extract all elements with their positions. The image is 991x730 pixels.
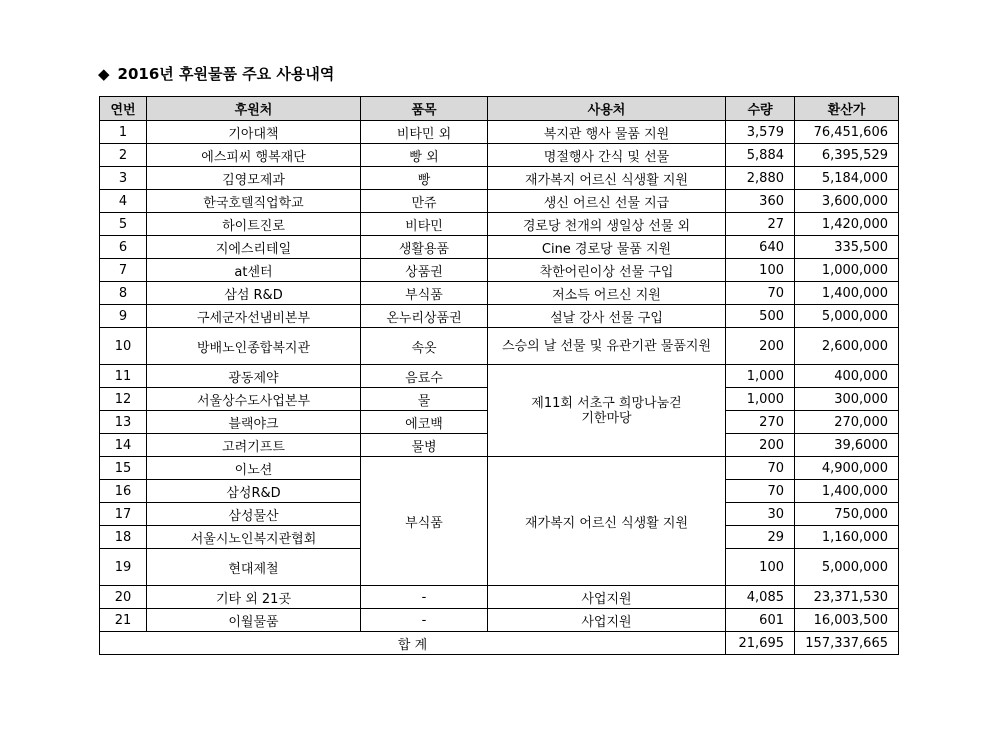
cell-qty: 100 — [726, 549, 795, 586]
cell-donor: at센터 — [147, 259, 361, 282]
cell-value: 1,160,000 — [795, 526, 899, 549]
cell-value: 23,371,530 — [795, 586, 899, 609]
total-value: 157,337,665 — [795, 632, 899, 655]
cell-usage: 사업지원 — [488, 609, 726, 632]
cell-usage-merged: 재가복지 어르신 식생활 지원 — [488, 457, 726, 586]
table-row — [100, 609, 899, 632]
cell-qty: 4,085 — [726, 586, 795, 609]
cell-item: 빵 외 — [361, 144, 488, 167]
cell-donor: 한국호텔직업학교 — [147, 190, 361, 213]
cell-donor: 삼성R&D — [147, 480, 361, 503]
cell-qty: 100 — [726, 259, 795, 282]
cell-donor: 삼섬 R&D — [147, 282, 361, 305]
cell-item: - — [361, 586, 488, 609]
cell-value: 4,900,000 — [795, 457, 899, 480]
cell-value: 2,600,000 — [795, 328, 899, 365]
total-label: 합 계 — [100, 632, 726, 655]
table-row — [100, 167, 899, 190]
cell-value: 5,184,000 — [795, 167, 899, 190]
table-row — [100, 190, 899, 213]
cell-no: 12 — [100, 388, 147, 411]
total-row — [100, 632, 899, 655]
cell-no: 21 — [100, 609, 147, 632]
table-row — [100, 236, 899, 259]
cell-item: 상품권 — [361, 259, 488, 282]
cell-qty: 70 — [726, 282, 795, 305]
cell-no: 19 — [100, 549, 147, 586]
cell-no: 15 — [100, 457, 147, 480]
col-header-qty: 수량 — [726, 97, 795, 121]
cell-item: 음료수 — [361, 365, 488, 388]
cell-donor: 이노션 — [147, 457, 361, 480]
cell-value: 3,600,000 — [795, 190, 899, 213]
table-row — [100, 121, 899, 144]
cell-no: 10 — [100, 328, 147, 365]
col-header-no: 연번 — [100, 97, 147, 121]
cell-qty: 200 — [726, 434, 795, 457]
table-row — [100, 213, 899, 236]
cell-no: 6 — [100, 236, 147, 259]
cell-donor: 기타 외 21곳 — [147, 586, 361, 609]
cell-no: 11 — [100, 365, 147, 388]
cell-usage: 재가복지 어르신 식생활 지원 — [488, 167, 726, 190]
cell-donor: 광동제약 — [147, 365, 361, 388]
cell-no: 1 — [100, 121, 147, 144]
document-title — [98, 63, 334, 84]
cell-qty: 1,000 — [726, 365, 795, 388]
cell-qty: 3,579 — [726, 121, 795, 144]
cell-qty: 270 — [726, 411, 795, 434]
cell-no: 8 — [100, 282, 147, 305]
cell-qty: 500 — [726, 305, 795, 328]
cell-value: 5,000,000 — [795, 549, 899, 586]
table-row — [100, 259, 899, 282]
cell-no: 5 — [100, 213, 147, 236]
col-header-value: 환산가 — [795, 97, 899, 121]
cell-value: 1,400,000 — [795, 282, 899, 305]
cell-usage: 설날 강사 선물 구입 — [488, 305, 726, 328]
cell-no: 17 — [100, 503, 147, 526]
cell-item: 빵 — [361, 167, 488, 190]
cell-value: 1,000,000 — [795, 259, 899, 282]
cell-item: 물 — [361, 388, 488, 411]
cell-value: 6,395,529 — [795, 144, 899, 167]
cell-no: 7 — [100, 259, 147, 282]
cell-item: - — [361, 609, 488, 632]
cell-donor: 고려기프트 — [147, 434, 361, 457]
cell-value: 1,420,000 — [795, 213, 899, 236]
cell-item: 만쥬 — [361, 190, 488, 213]
cell-qty: 70 — [726, 457, 795, 480]
cell-usage-merged: 제11회 서초구 희망나눔걷기한마당 — [488, 365, 726, 457]
table-row — [100, 282, 899, 305]
cell-qty: 5,884 — [726, 144, 795, 167]
cell-donor: 삼성물산 — [147, 503, 361, 526]
cell-donor: 이월물품 — [147, 609, 361, 632]
cell-qty: 27 — [726, 213, 795, 236]
cell-donor: 하이트진로 — [147, 213, 361, 236]
cell-value: 300,000 — [795, 388, 899, 411]
cell-item: 비타민 외 — [361, 121, 488, 144]
cell-usage: 명절행사 간식 및 선물 — [488, 144, 726, 167]
table-row — [100, 365, 899, 388]
cell-donor: 현대제철 — [147, 549, 361, 586]
cell-no: 3 — [100, 167, 147, 190]
cell-no: 2 — [100, 144, 147, 167]
cell-qty: 601 — [726, 609, 795, 632]
cell-no: 13 — [100, 411, 147, 434]
cell-donor: 에스피씨 행복재단 — [147, 144, 361, 167]
cell-no: 18 — [100, 526, 147, 549]
cell-usage: 사업지원 — [488, 586, 726, 609]
cell-item: 부식품 — [361, 282, 488, 305]
title-text: 2016년 후원물품 주요 사용내역 — [117, 65, 335, 83]
cell-value: 1,400,000 — [795, 480, 899, 503]
cell-qty: 1,000 — [726, 388, 795, 411]
cell-no: 9 — [100, 305, 147, 328]
cell-no: 16 — [100, 480, 147, 503]
cell-item: 온누리상품권 — [361, 305, 488, 328]
cell-item-merged: 부식품 — [361, 457, 488, 586]
cell-usage: 생신 어르신 선물 지급 — [488, 190, 726, 213]
cell-donor: 방배노인종합복지관 — [147, 328, 361, 365]
cell-donor: 김영모제과 — [147, 167, 361, 190]
cell-item: 에코백 — [361, 411, 488, 434]
table-row — [100, 305, 899, 328]
col-header-usage: 사용처 — [488, 97, 726, 121]
cell-value: 400,000 — [795, 365, 899, 388]
cell-no: 20 — [100, 586, 147, 609]
cell-donor: 기아대책 — [147, 121, 361, 144]
cell-qty: 200 — [726, 328, 795, 365]
donation-usage-table — [99, 96, 899, 655]
cell-value: 335,500 — [795, 236, 899, 259]
cell-item: 비타민 — [361, 213, 488, 236]
cell-usage: 스승의 날 선물 및 유관기관 물품지원 — [488, 328, 726, 365]
cell-usage: 착한어린이상 선물 구입 — [488, 259, 726, 282]
table-row — [100, 144, 899, 167]
cell-no: 4 — [100, 190, 147, 213]
cell-donor: 블랙야크 — [147, 411, 361, 434]
cell-value: 5,000,000 — [795, 305, 899, 328]
cell-usage: 복지관 행사 물품 지원 — [488, 121, 726, 144]
col-header-item: 품목 — [361, 97, 488, 121]
cell-item: 물병 — [361, 434, 488, 457]
cell-donor: 서울시노인복지관협회 — [147, 526, 361, 549]
cell-qty: 2,880 — [726, 167, 795, 190]
table-row — [100, 457, 899, 480]
cell-qty: 70 — [726, 480, 795, 503]
cell-qty: 29 — [726, 526, 795, 549]
table-row — [100, 586, 899, 609]
diamond-bullet-icon: ◆ — [98, 65, 110, 83]
cell-value: 76,451,606 — [795, 121, 899, 144]
cell-usage: 저소득 어르신 지원 — [488, 282, 726, 305]
cell-item: 속옷 — [361, 328, 488, 365]
cell-donor: 서울상수도사업본부 — [147, 388, 361, 411]
col-header-donor: 후원처 — [147, 97, 361, 121]
cell-no: 14 — [100, 434, 147, 457]
header-row — [100, 97, 899, 121]
cell-donor: 지에스리테일 — [147, 236, 361, 259]
cell-qty: 640 — [726, 236, 795, 259]
cell-usage: Cine 경로당 물품 지원 — [488, 236, 726, 259]
cell-value: 750,000 — [795, 503, 899, 526]
cell-donor: 구세군자선냄비본부 — [147, 305, 361, 328]
table-row — [100, 328, 899, 365]
cell-value: 16,003,500 — [795, 609, 899, 632]
cell-qty: 30 — [726, 503, 795, 526]
cell-item: 생활용품 — [361, 236, 488, 259]
cell-qty: 360 — [726, 190, 795, 213]
cell-value: 270,000 — [795, 411, 899, 434]
cell-usage: 경로당 천개의 생일상 선물 외 — [488, 213, 726, 236]
cell-value: 39,6000 — [795, 434, 899, 457]
total-qty: 21,695 — [726, 632, 795, 655]
